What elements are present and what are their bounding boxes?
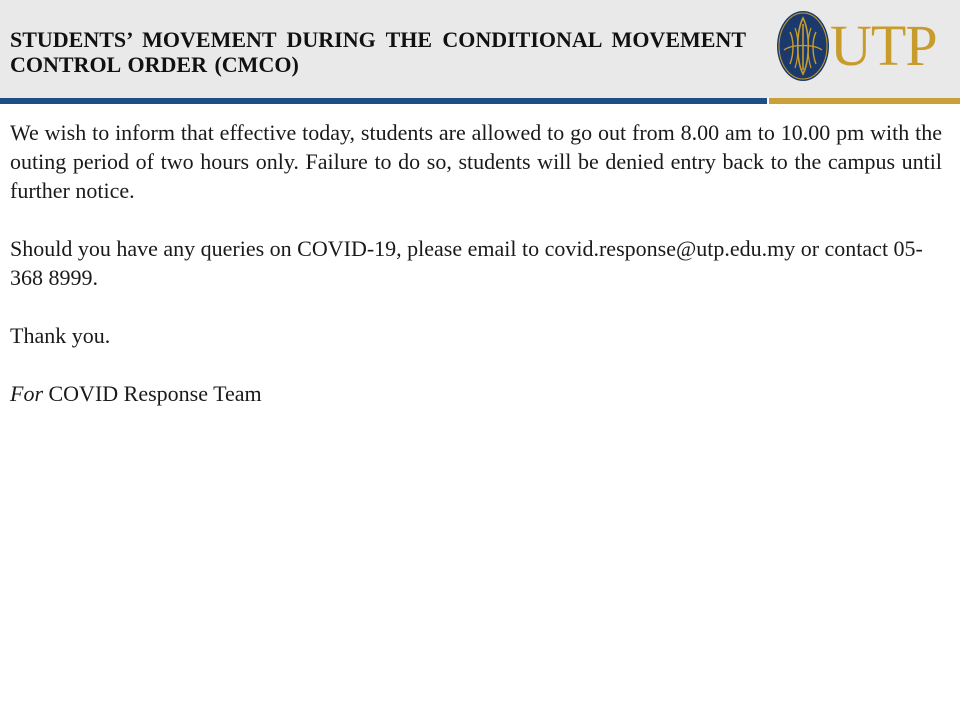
signature-team: COVID Response Team (48, 381, 262, 406)
utp-logo (776, 10, 952, 86)
signature-prefix: For (10, 381, 43, 406)
utp-seal-icon (776, 10, 830, 82)
utp-logo-text: UTP (830, 13, 937, 78)
queries-paragraph: Should you have any queries on COVID-19, please email to covid.response@utp.edu.my or contact 05-368 8999. (10, 236, 923, 290)
header-bar (0, 0, 960, 98)
page-title: STUDENTS’ MOVEMENT DURING THE CONDITIONAL MOVEMENT CONTROL ORDER (CMCO) (10, 27, 746, 77)
header-divider-blue (0, 98, 767, 104)
header-divider-gold (769, 98, 960, 104)
announcement-body (10, 118, 942, 437)
signature-line (10, 379, 942, 408)
movement-paragraph: We wish to inform that effective today, students are allowed to go out from 8.00 am to 10.00 pm with the outing period of two hours only. Failure to do so, students will be denied entry back to the campus until further notice. (10, 120, 942, 203)
closing-line: Thank you. (10, 323, 111, 348)
